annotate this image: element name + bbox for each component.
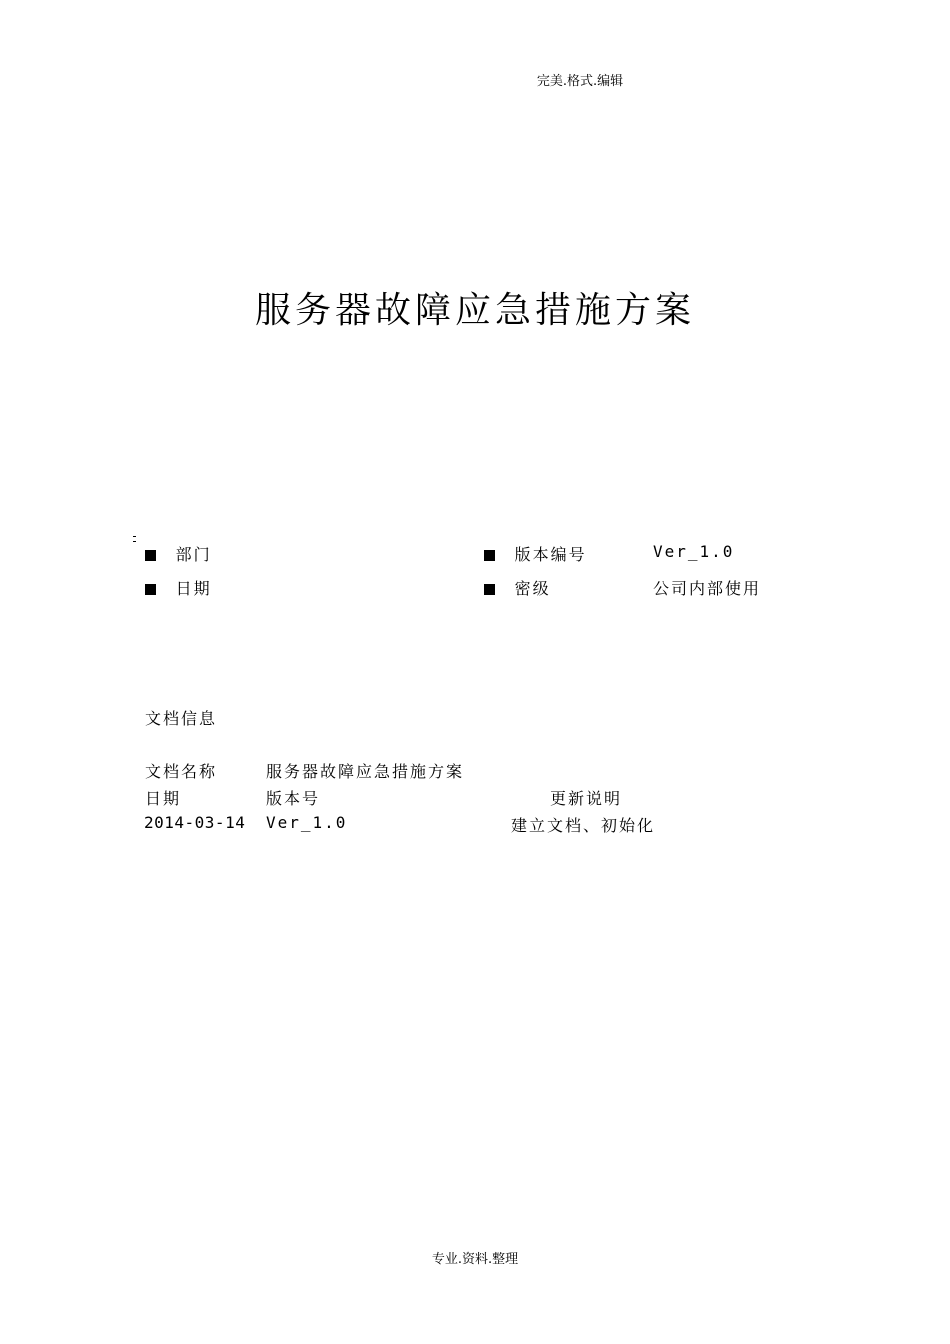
column-header-description: 更新说明 — [550, 789, 623, 808]
page-header-note: 完美.格式.编辑 — [536, 74, 624, 89]
doc-name-value: 服务器故障应急措施方案 — [266, 762, 465, 781]
square-bullet-icon — [484, 550, 495, 561]
square-bullet-icon — [145, 584, 156, 595]
column-header-version: 版本号 — [266, 789, 321, 808]
version-value: Ver_1.0 — [653, 542, 735, 561]
department-label: 部门 — [175, 545, 212, 564]
row-version: Ver_1.0 — [266, 813, 348, 832]
square-bullet-icon — [145, 550, 156, 561]
doc-info-heading: 文档信息 — [145, 709, 218, 728]
square-bullet-icon — [484, 584, 495, 595]
meta-date — [145, 576, 212, 599]
secrecy-label: 密级 — [514, 579, 551, 598]
row-description: 建立文档、初始化 — [511, 816, 656, 835]
paragraph-mark-icon — [133, 536, 136, 542]
document-title: 服务器故障应急措施方案 — [254, 290, 695, 331]
date-label: 日期 — [175, 579, 212, 598]
column-header-date: 日期 — [145, 789, 182, 808]
meta-version — [484, 542, 587, 565]
meta-department — [145, 542, 212, 565]
meta-secrecy — [484, 576, 551, 599]
row-date: 2014-03-14 — [144, 813, 246, 832]
page-footer-note: 专业.资料.整理 — [431, 1252, 519, 1267]
version-label: 版本编号 — [514, 545, 587, 564]
doc-name-label: 文档名称 — [145, 762, 218, 781]
secrecy-value: 公司内部使用 — [653, 579, 762, 598]
